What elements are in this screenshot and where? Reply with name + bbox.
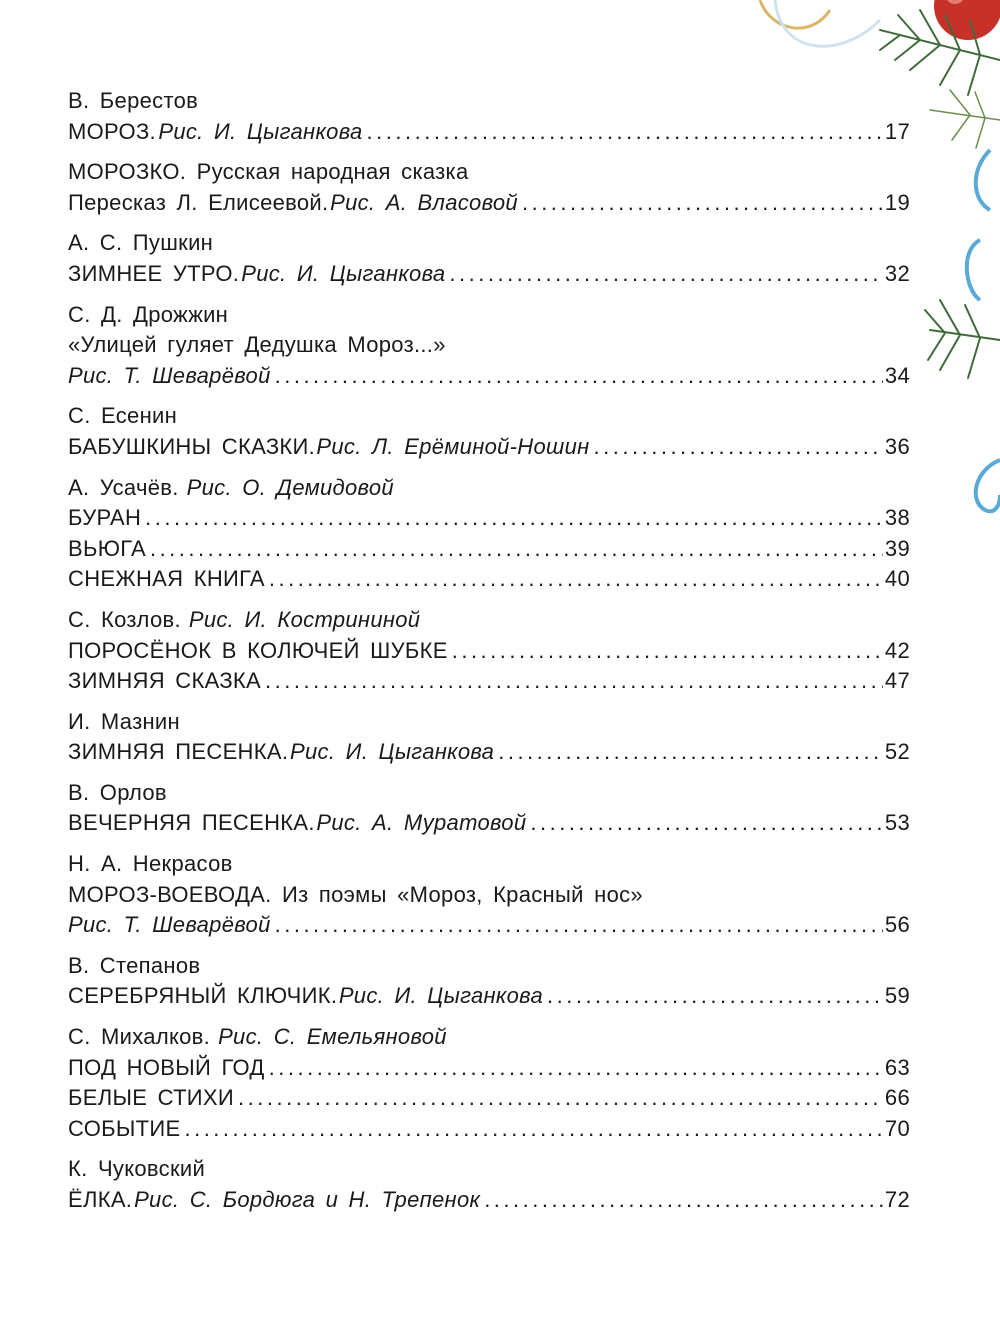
illustrator-credit: Рис. И. Цыганкова <box>338 983 543 1009</box>
page-number: 38 <box>884 505 910 531</box>
illustrator-credit: Рис. И. Цыганкова <box>290 739 495 765</box>
toc-entry[interactable] <box>68 1083 910 1114</box>
toc-author-line <box>68 401 910 432</box>
page-number: 19 <box>884 189 910 215</box>
toc-group <box>68 300 910 392</box>
dot-leader <box>238 1083 883 1114</box>
page-number: 72 <box>884 1187 910 1212</box>
illustrator-credit: Рис. Т. Шеварёвой <box>68 362 271 388</box>
entry-title: ЗИМНЕЕ УТРО. <box>68 260 240 286</box>
entry-title: ПОД НОВЫЙ ГОД <box>68 1054 265 1080</box>
dot-leader <box>484 1185 883 1216</box>
dot-leader <box>269 1053 883 1084</box>
dot-leader <box>498 737 883 768</box>
page-number: 39 <box>884 535 910 561</box>
toc-entry[interactable] <box>68 636 910 667</box>
dot-leader <box>522 188 883 219</box>
dot-leader <box>594 432 883 463</box>
toc-author-line <box>68 86 910 117</box>
author-name: С. Михалков. <box>68 1024 211 1050</box>
illustrator-credit: Рис. С. Емельяновой <box>218 1024 447 1050</box>
dot-leader <box>449 259 883 290</box>
illustrator-credit: Рис. И. Цыганкова <box>158 118 363 144</box>
author-name: Н. А. Некрасов <box>68 851 233 877</box>
toc-entry[interactable] <box>68 737 910 768</box>
entry-title: БАБУШКИНЫ СКАЗКИ. <box>68 433 316 459</box>
author-name: В. Степанов <box>68 952 201 978</box>
toc-entry[interactable] <box>68 910 910 941</box>
page-number: 59 <box>884 983 910 1009</box>
toc-author-line <box>68 300 910 331</box>
entry-title: СОБЫТИЕ <box>68 1115 181 1141</box>
work-title: «Улицей гуляет Дедушка Мороз...» <box>68 332 446 358</box>
illustrator-credit: Рис. А. Власовой <box>330 189 518 215</box>
entry-title: ЗИМНЯЯ ПЕСЕНКА. <box>68 739 289 765</box>
author-name: А. Усачёв. <box>68 474 179 500</box>
illustrator-credit: Рис. И. Цыганкова <box>241 260 446 286</box>
toc-title-line <box>68 157 910 188</box>
toc-author-line <box>68 1154 910 1185</box>
page-number: 42 <box>884 637 910 663</box>
toc-title-line <box>68 330 910 361</box>
toc-entry[interactable] <box>68 117 910 148</box>
page-number: 36 <box>884 433 910 459</box>
toc-entry[interactable] <box>68 432 910 463</box>
toc-group <box>68 1022 910 1144</box>
entry-title: Пересказ Л. Елисеевой. <box>68 189 329 215</box>
entry-title: ЁЛКА. <box>68 1187 133 1212</box>
illustrator-credit: Рис. И. Кострининой <box>188 606 421 632</box>
toc-author-line <box>68 1022 910 1053</box>
page-number: 56 <box>884 912 910 938</box>
toc-author-line <box>68 473 910 504</box>
page-number: 34 <box>884 362 910 388</box>
toc-entry[interactable] <box>68 361 910 392</box>
toc-entry[interactable] <box>68 808 910 839</box>
entry-title: ПОРОСЁНОК В КОЛЮЧЕЙ ШУБКЕ <box>68 637 448 663</box>
page-number: 63 <box>884 1054 910 1080</box>
toc-group <box>68 778 910 839</box>
entry-title: ВЬЮГА <box>68 535 146 561</box>
toc-entry[interactable] <box>68 1185 910 1216</box>
toc-entry[interactable] <box>68 534 910 565</box>
author-name: А. С. Пушкин <box>68 230 214 256</box>
toc-group <box>68 401 910 462</box>
page-number: 32 <box>884 260 910 286</box>
illustrator-credit: Рис. О. Демидовой <box>186 474 394 500</box>
toc-entry[interactable] <box>68 1053 910 1084</box>
toc-author-line <box>68 778 910 809</box>
toc-group <box>68 473 910 595</box>
toc-entry[interactable] <box>68 188 910 219</box>
toc-entry[interactable] <box>68 503 910 534</box>
toc-entry[interactable] <box>68 1114 910 1145</box>
toc-group <box>68 86 910 147</box>
dot-leader <box>145 503 883 534</box>
toc-group <box>68 707 910 768</box>
dot-leader <box>275 910 883 941</box>
entry-title: СЕРЕБРЯНЫЙ КЛЮЧИК. <box>68 983 338 1009</box>
toc-title-line <box>68 880 910 911</box>
author-name: В. Берестов <box>68 88 199 113</box>
author-name: К. Чуковский <box>68 1156 206 1182</box>
dot-leader <box>547 981 883 1012</box>
toc-group <box>68 1154 910 1215</box>
dot-leader <box>265 666 883 697</box>
toc-group <box>68 951 910 1012</box>
dot-leader <box>367 117 883 148</box>
author-name: В. Орлов <box>68 779 167 805</box>
illustrator-credit: Рис. Т. Шеварёвой <box>68 912 271 938</box>
toc-author-line <box>68 605 910 636</box>
toc-author-line <box>68 228 910 259</box>
ornament-icon <box>934 0 1000 40</box>
toc-group <box>68 228 910 289</box>
toc-entry[interactable] <box>68 981 910 1012</box>
entry-title: СНЕЖНАЯ КНИГА <box>68 566 265 592</box>
toc-entry[interactable] <box>68 564 910 595</box>
dot-leader <box>184 1114 882 1145</box>
author-name: С. Есенин <box>68 403 178 429</box>
toc-author-line <box>68 849 910 880</box>
page-number: 53 <box>884 810 910 836</box>
entry-title: ЗИМНЯЯ СКАЗКА <box>68 668 262 694</box>
illustrator-credit: Рис. А. Муратовой <box>316 810 527 836</box>
page-number: 66 <box>884 1085 910 1111</box>
toc-entry[interactable] <box>68 666 910 697</box>
toc-author-line <box>68 707 910 738</box>
work-title: МОРОЗ-ВОЕВОДА. Из поэмы «Мороз, Красный нос» <box>68 881 643 907</box>
dot-leader <box>530 808 883 839</box>
dot-leader <box>275 361 883 392</box>
toc-group <box>68 157 910 218</box>
toc-group <box>68 849 910 941</box>
author-name: С. Д. Дрожжин <box>68 301 229 327</box>
illustrator-credit: Рис. Л. Ерёминой-Ношин <box>316 433 590 459</box>
page-number: 47 <box>884 668 910 694</box>
illustrator-credit: Рис. С. Бордюга и Н. Трепенок <box>134 1187 481 1212</box>
table-of-contents <box>68 86 910 1226</box>
work-title: МОРОЗКО. Русская народная сказка <box>68 159 469 185</box>
entry-title: ВЕЧЕРНЯЯ ПЕСЕНКА. <box>68 810 315 836</box>
page-number: 70 <box>884 1115 910 1141</box>
page-number: 52 <box>884 739 910 765</box>
toc-entry[interactable] <box>68 259 910 290</box>
entry-title: БУРАН <box>68 505 142 531</box>
author-name: И. Мазнин <box>68 708 180 734</box>
dot-leader <box>150 534 883 565</box>
author-name: С. Козлов. <box>68 606 181 632</box>
dot-leader <box>269 564 883 595</box>
entry-title: МОРОЗ. <box>68 118 156 144</box>
toc-group <box>68 605 910 697</box>
toc-author-line <box>68 951 910 982</box>
page-number: 17 <box>884 118 910 144</box>
dot-leader <box>452 636 883 667</box>
page-number: 40 <box>884 566 910 592</box>
entry-title: БЕЛЫЕ СТИХИ <box>68 1085 235 1111</box>
